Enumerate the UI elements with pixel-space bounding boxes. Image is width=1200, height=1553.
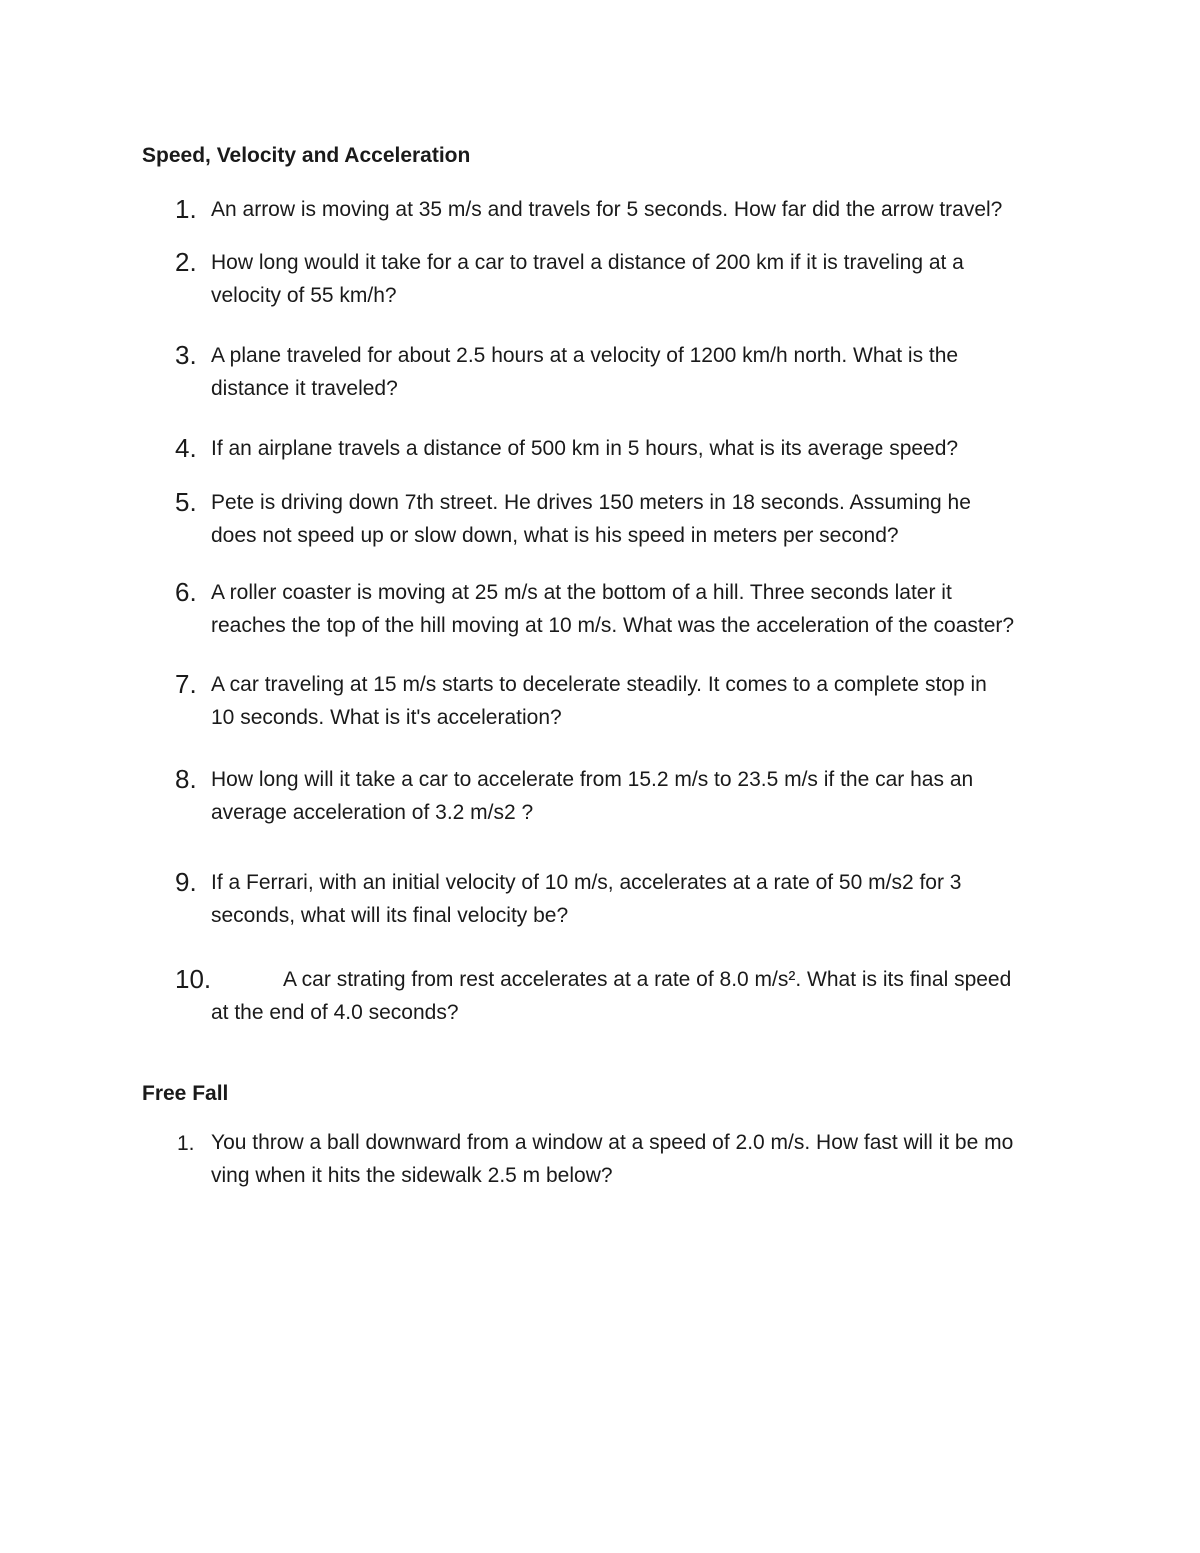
- question-number: 1.: [177, 1132, 195, 1155]
- question-line: How long would it take for a car to travel a distance of 200 km if it is traveling at a: [211, 251, 964, 274]
- question-number: 3.: [175, 340, 197, 370]
- question-number: 8.: [175, 764, 197, 794]
- question-line: [211, 964, 1121, 997]
- question-number: 10.: [175, 964, 212, 994]
- question-line: at the end of 4.0 seconds?: [211, 1000, 459, 1024]
- question-text: [211, 340, 1121, 405]
- question-text: [211, 433, 1121, 466]
- question-line: ving when it hits the sidewalk 2.5 m below?: [211, 1163, 613, 1187]
- question-text: [211, 964, 1121, 1029]
- question-line: You throw a ball downward from a window at a speed of 2.0 m/s. How fast will it be mo: [211, 1131, 1014, 1154]
- question-text: [211, 194, 1121, 227]
- question-number: 7.: [175, 669, 197, 699]
- question-text: [211, 867, 1121, 932]
- question-line: An arrow is moving at 35 m/s and travels for 5 seconds. How far did the arrow travel?: [211, 198, 1003, 221]
- question-line: average acceleration of 3.2 m/s2 ?: [211, 800, 534, 824]
- question-line: seconds, what will its final velocity be?: [211, 903, 569, 927]
- question-line: A roller coaster is moving at 25 m/s at the bottom of a hill. Three seconds later it: [211, 581, 952, 604]
- question-line: Pete is driving down 7th street. He drives 150 meters in 18 seconds. Assuming he: [211, 491, 971, 514]
- question-number: 4.: [175, 433, 197, 463]
- question-text: [211, 669, 1121, 734]
- question-line: If an airplane travels a distance of 500 km in 5 hours, what is its average speed?: [211, 437, 959, 460]
- question-number: 2.: [175, 247, 197, 277]
- question-number: 9.: [175, 867, 197, 897]
- question-number: 1.: [175, 194, 197, 224]
- question-line: A car traveling at 15 m/s starts to decelerate steadily. It comes to a complete stop in: [211, 673, 987, 696]
- question-line: reaches the top of the hill moving at 10 m/s. What was the acceleration of the coaster?: [211, 613, 1015, 637]
- question-line: A plane traveled for about 2.5 hours at a velocity of 1200 km/h north. What is the: [211, 344, 959, 367]
- question-line: velocity of 55 km/h?: [211, 283, 397, 307]
- question-line: does not speed up or slow down, what is his speed in meters per second?: [211, 523, 899, 547]
- question-number: 6.: [175, 577, 197, 607]
- question-line: 10 seconds. What is it's acceleration?: [211, 705, 562, 729]
- question-line: How long will it take a car to accelerate from 15.2 m/s to 23.5 m/s if the car has an: [211, 768, 974, 791]
- question-line: If a Ferrari, with an initial velocity of 10 m/s, accelerates at a rate of 50 m/s2 for 3: [211, 871, 962, 894]
- question-line-text: A car strating from rest accelerates at a rate of 8.0 m/s². What is its final speed: [283, 968, 1012, 991]
- section-title-free-fall: Free Fall: [142, 1082, 229, 1105]
- question-text: [211, 1127, 1121, 1192]
- question-text: [211, 487, 1121, 552]
- question-text: [211, 247, 1121, 312]
- question-text: [211, 764, 1121, 829]
- question-line: distance it traveled?: [211, 376, 398, 400]
- section-title-speed: Speed, Velocity and Acceleration: [142, 144, 471, 167]
- question-number: 5.: [175, 487, 197, 517]
- question-text: [211, 577, 1121, 642]
